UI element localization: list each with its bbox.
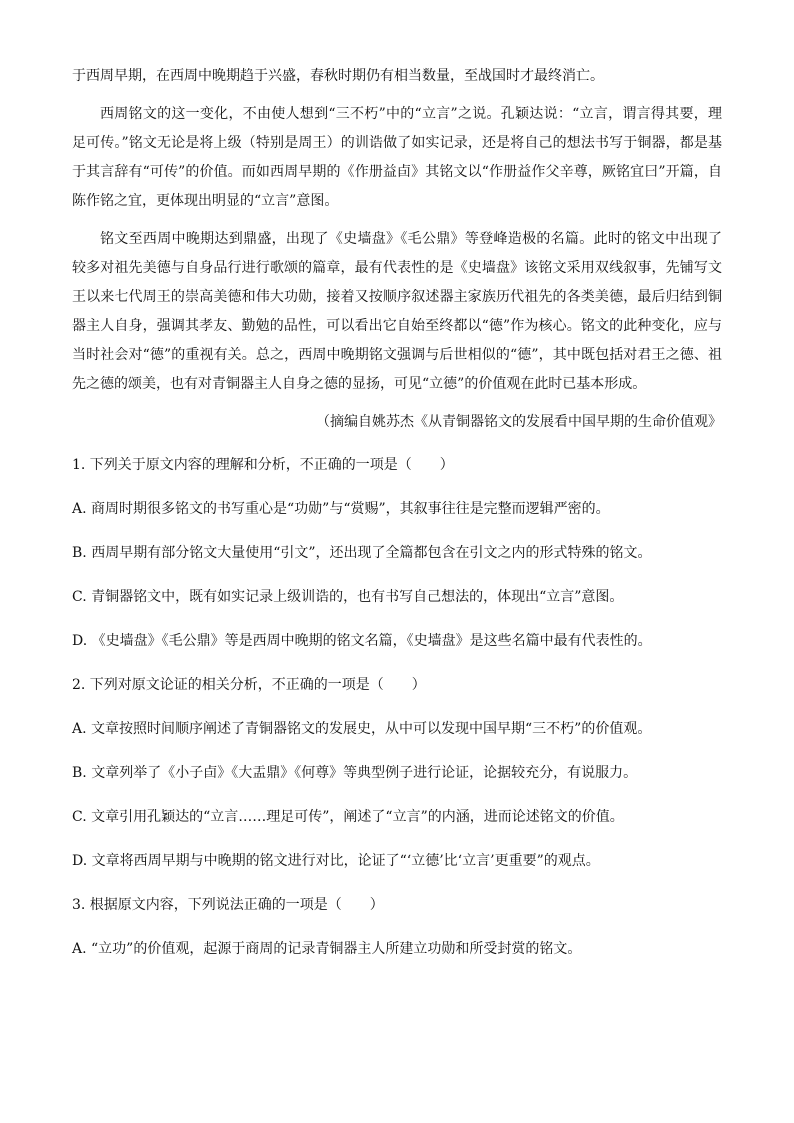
question-1 (72, 451, 722, 656)
question-stem: 1. 下列关于原文内容的理解和分析，不正确的一项是（ ） (72, 457, 454, 473)
option-b: B. 文章列举了《小子卣》《大盂鼎》《何尊》等典型例子进行论证，论据较充分，有说服力。 (72, 765, 638, 781)
option-a: A. “立功”的价值观，起源于商周的记录青铜器主人所建立功勋和所受封赏的铭文。 (72, 941, 582, 957)
passage-source: （摘编自姚苏杰《从青铜器铭文的发展看中国早期的生命价值观》 (316, 414, 722, 430)
option-c: C. 文章引用孔颖达的“立言……理足可传”，阐述了“立言”的内涵，进而论述铭文的价值。 (72, 809, 624, 825)
question-2 (72, 671, 722, 876)
question-stem: 2. 下列对原文论证的相关分析，不正确的一项是（ ） (72, 677, 426, 693)
passage-paragraph-continued: 于西周早期，在西周中晚期趋于兴盛，春秋时期仍有相当数量，至战国时才最终消亡。 (72, 68, 604, 84)
option-a: A. 文章按照时间顺序阐述了青铜器铭文的发展史，从中可以发现中国早期“三不朽”的价值观。 (72, 721, 652, 737)
option-c: C. 青铜器铭文中，既有如实记录上级训诰的，也有书写自己想法的，体现出“立言”意图。 (72, 589, 624, 605)
question-stem: 3. 根据原文内容，下列说法正确的一项是（ ） (72, 897, 384, 913)
passage-paragraph-li-yan: 西周铭文的这一变化，不由使人想到“三不朽”中的“立言”之说。孔颖达说：“立言，谓言得其要，理足可传。”铭文无论是将上级（特别是周王）的训诰做了如实记录，还是将自己的想法书写于铜器，都是基于其言辞有“可传”的价值。而如西周早期的《作册益卣》其铭文以“作册益作父辛尊，厥铭宜曰”开篇，自陈作铭之宜，更体现出明显的“立言”意图。 (72, 106, 722, 209)
option-a: A. 商周时期很多铭文的书写重心是“功勋”与“赏赐”，其叙事往往是完整而逻辑严密的。 (72, 501, 610, 517)
option-d: D. 文章将西周早期与中晚期的铭文进行对比，论证了“‘立德’比‘立言’更重要”的观点。 (72, 853, 600, 869)
option-b: B. 西周早期有部分铭文大量使用“引文”，还出现了全篇都包含在引文之内的形式特殊的铭文。 (72, 545, 652, 561)
question-3 (72, 891, 722, 964)
option-d: D. 《史墙盘》《毛公鼎》等是西周中晚期的铭文名篇，《史墙盘》是这些名篇中最有代表性的。 (72, 633, 652, 649)
passage-paragraph-li-de: 铭文至西周中晚期达到鼎盛，出现了《史墙盘》《毛公鼎》等登峰造极的名篇。此时的铭文中出现了较多对祖先美德与自身品行进行歌颂的篇章，最有代表性的是《史墙盘》该铭文采用双线叙事，先铺写文王以来七代周王的崇高美德和伟大功勋，接着又按顺序叙述器主家族历代祖先的各类美德，最后归结到铜器主人自身，强调其孝友、勤勉的品性，可以看出它自始至终都以“德”作为核心。铭文的此种变化，应与当时社会对“德”的重视有关。总之，西周中晚期铭文强调与后世相似的“德”，其中既包括对君王之德、祖先之德的颂美，也有对青铜器主人自身之德的显扬，可见“立德”的价值观在此时已基本形成。 (72, 231, 722, 392)
